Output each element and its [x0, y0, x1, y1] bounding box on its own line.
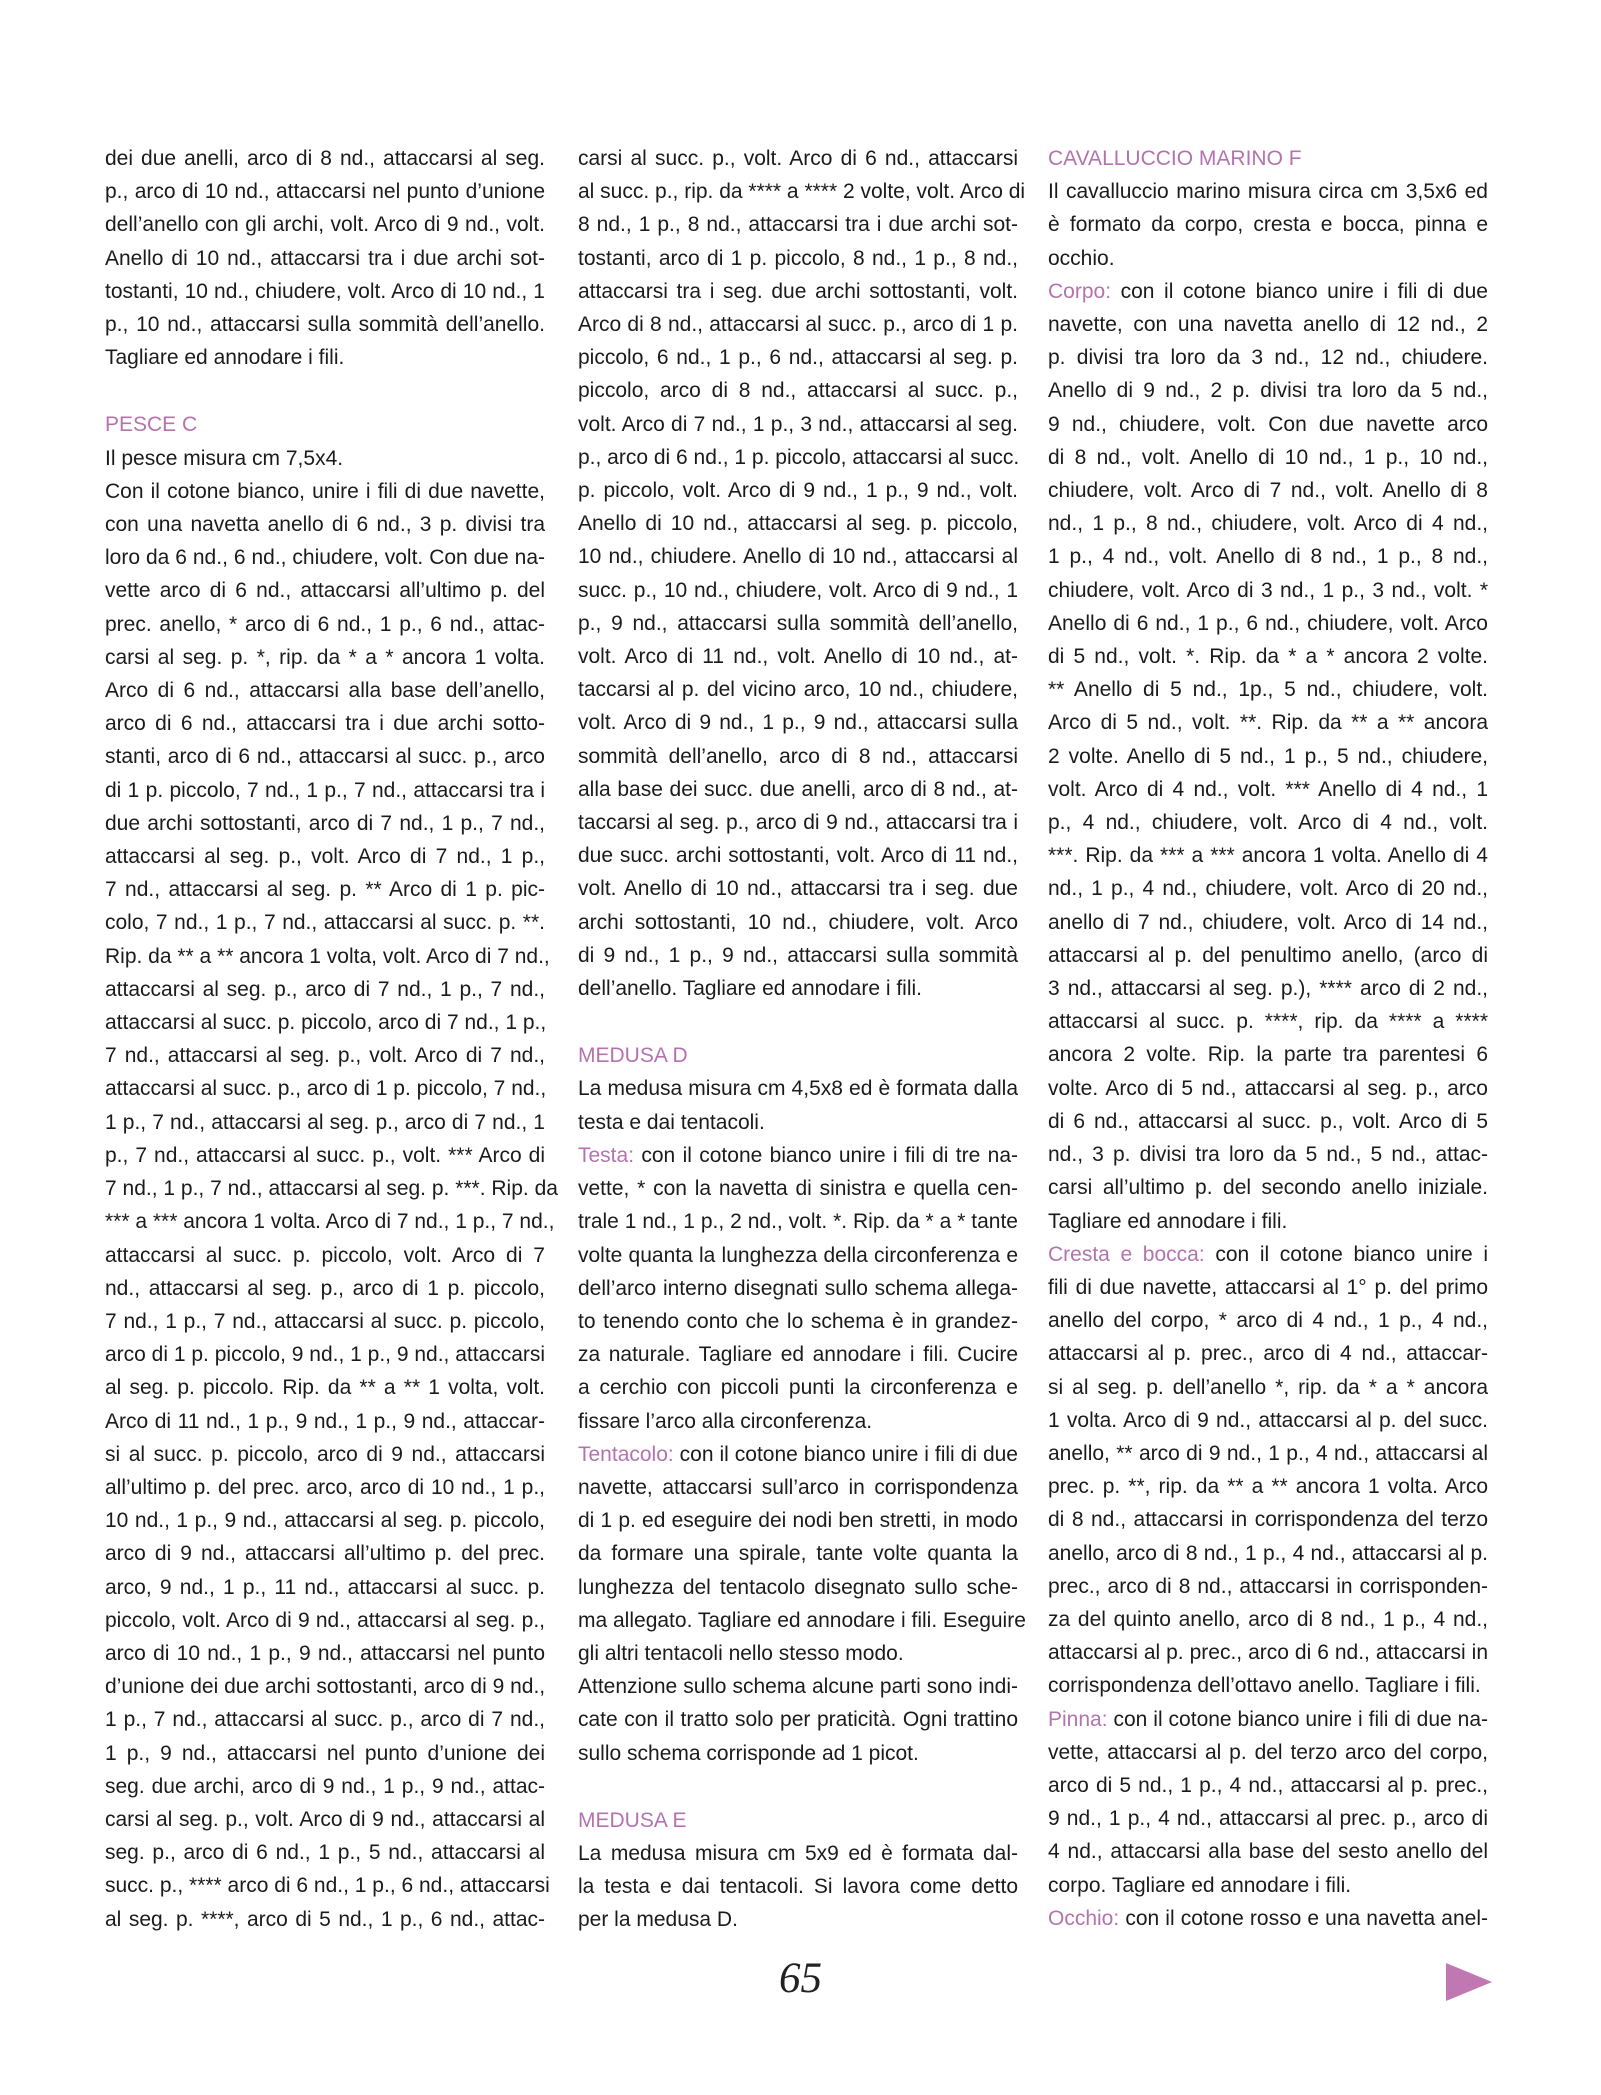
- text-line: volt. Arco di 11 nd., volt. Anello di 10 nd., at-: [578, 645, 1018, 669]
- text-line: attaccarsi al p. prec., arco di 4 nd., attaccar-: [1048, 1342, 1488, 1366]
- text-line: Attenzione sullo schema alcune parti sono indi-: [578, 1675, 1018, 1699]
- text-line: 7 nd., attaccarsi al seg. p., volt. Arco di 7 nd.,: [105, 1044, 545, 1068]
- text-line: di 8 nd., attaccarsi in corrispondenza del terzo: [1048, 1508, 1488, 1532]
- paragraph: [578, 1670, 1018, 1770]
- text-line: Corpo: con il cotone bianco unire i fili di due: [1048, 279, 1488, 303]
- section-heading: CAVALLUCCIO MARINO F: [1048, 147, 1302, 170]
- text-line: arco, 9 nd., 1 p., 11 nd., attaccarsi al succ. p.: [105, 1575, 545, 1599]
- text-line: testa e dai tentacoli.: [578, 1110, 765, 1134]
- text-line: si al succ. p. piccolo, arco di 9 nd., attaccarsi: [105, 1442, 545, 1466]
- text-line: nd., 3 p. divisi tra loro da 5 nd., 5 nd., attac-: [1048, 1143, 1488, 1167]
- text-line: volte quanta la lunghezza della circonferenza e: [578, 1243, 1018, 1267]
- text-line: si al seg. p. dell’anello *, rip. da * a * ancora: [1048, 1375, 1488, 1399]
- text-line: navette, attaccarsi sull’arco in corrispondenza: [578, 1475, 1018, 1499]
- text-line: trale 1 nd., 1 p., 2 nd., volt. *. Rip. da * a * tante: [578, 1210, 1018, 1234]
- text-line: colo, 7 nd., 1 p., 7 nd., attaccarsi al succ. p. **.: [105, 911, 545, 935]
- text-line: due succ. archi sottostanti, volt. Arco di 11 nd.,: [578, 844, 1018, 868]
- text-line: Con il cotone bianco, unire i fili di due navette,: [105, 479, 545, 503]
- text-line: attaccarsi al succ. p., arco di 1 p. piccolo, 7 nd.,: [105, 1077, 547, 1101]
- paragraph: [578, 1837, 1018, 1937]
- text-line: carsi al seg. p. *, rip. da * a * ancora 1 volta.: [105, 645, 545, 669]
- text-line: con una navetta anello di 6 nd., 3 p. divisi tra: [105, 513, 545, 537]
- text-line: nd., attaccarsi al seg. p., arco di 1 p. piccolo,: [105, 1276, 545, 1300]
- text-line: p., arco di 10 nd., attaccarsi nel punto d’unione: [105, 180, 545, 204]
- text-line: archi sottostanti, 10 nd., chiudere, volt. Arco: [578, 910, 1018, 934]
- section-heading: MEDUSA E: [578, 1808, 687, 1832]
- text-line: alla base dei succ. due anelli, arco di 8 nd., at-: [578, 777, 1018, 801]
- text-line: dei due anelli, arco di 8 nd., attaccarsi al seg.: [105, 147, 545, 170]
- text-line: chiudere, volt. Arco di 7 nd., volt. Anello di 8: [1048, 479, 1488, 503]
- text-line: p. divisi tra loro da 3 nd., 12 nd., chiudere.: [1048, 346, 1488, 370]
- text-line: ** Anello di 5 nd., 1p., 5 nd., chiudere, volt.: [1048, 678, 1488, 702]
- text-line: loro da 6 nd., 6 nd., chiudere, volt. Con due na-: [105, 546, 545, 570]
- text-line: Arco di 5 nd., volt. **. Rip. da ** a ** ancora: [1048, 711, 1488, 735]
- text-line: Testa: con il cotone bianco unire i fili di tre na-: [578, 1143, 1018, 1167]
- paragraph: [1048, 275, 1488, 1238]
- paragraph: [578, 142, 1026, 1005]
- text-line: Anello di 10 nd., attaccarsi tra i due archi sot-: [105, 246, 545, 270]
- text-column-1: [105, 142, 558, 1936]
- text-line: seg. due archi, arco di 9 nd., 1 p., 9 nd., attac-: [105, 1774, 545, 1798]
- text-line: 1 volta. Arco di 9 nd., attaccarsi al p. del succ.: [1048, 1408, 1488, 1432]
- text-line: arco di 6 nd., attaccarsi tra i due archi sotto-: [105, 712, 545, 736]
- section-heading: PESCE C: [105, 413, 198, 437]
- text-line: 3 nd., attaccarsi al seg. p.), **** arco di 2 nd.,: [1048, 977, 1488, 1001]
- text-line: 10 nd., chiudere. Anello di 10 nd., attaccarsi al: [578, 545, 1018, 569]
- text-line: carsi al succ. p., volt. Arco di 6 nd., attaccarsi: [578, 147, 1018, 170]
- text-line: 9 nd., 1 p., 4 nd., attaccarsi al prec. p., arco di: [1048, 1807, 1488, 1831]
- text-line: vette, * con la navetta di sinistra e quella cen-: [578, 1177, 1018, 1201]
- text-line: attaccarsi al p. prec., arco di 6 nd., attaccarsi in: [1048, 1641, 1488, 1665]
- paragraph-label: Occhio:: [1048, 1906, 1120, 1930]
- text-line: lunghezza del tentacolo disegnato sullo sche-: [578, 1575, 1018, 1599]
- text-line: 9 nd., chiudere, volt. Con due navette arco: [1048, 412, 1488, 436]
- text-line: cate con il tratto solo per praticità. Ogni trattino: [578, 1708, 1018, 1732]
- text-line: navette, con una navetta anello di 12 nd., 2: [1048, 313, 1488, 337]
- text-line: Anello di 10 nd., attaccarsi al seg. p. piccolo,: [578, 512, 1018, 536]
- text-line: anello, arco di 8 nd., 1 p., 4 nd., attaccarsi al p.: [1048, 1541, 1488, 1565]
- paragraph-label: Corpo:: [1048, 279, 1112, 303]
- text-line: Anello di 6 nd., 1 p., 6 nd., chiudere, volt. Arco: [1048, 611, 1488, 635]
- text-line: Tagliare ed annodare i fili.: [105, 346, 345, 370]
- text-line: sommità dell’anello, arco di 8 nd., attaccarsi: [578, 744, 1018, 768]
- text-line: piccolo, arco di 8 nd., attaccarsi al succ. p.,: [578, 379, 1018, 403]
- text-line: carsi al seg. p., volt. Arco di 9 nd., attaccarsi al: [105, 1807, 545, 1831]
- text-line: volt. Arco di 4 nd., volt. *** Anello di 4 nd., 1: [1048, 777, 1488, 801]
- text-line: p. piccolo, volt. Arco di 9 nd., 1 p., 9 nd., volt.: [578, 479, 1018, 503]
- paragraph: [105, 442, 545, 475]
- text-line: per la medusa D.: [578, 1908, 738, 1932]
- text-line: fili di due navette, attaccarsi al 1° p. del primo: [1048, 1275, 1488, 1299]
- paragraph: [105, 142, 545, 374]
- text-column-2: [578, 142, 1026, 1937]
- paragraph: [1048, 1703, 1488, 1902]
- text-line: nd., 1 p., 8 nd., chiudere, volt. Arco di 4 nd.,: [1048, 512, 1488, 536]
- paragraph: [1048, 1902, 1488, 1935]
- text-line: 7 nd., attaccarsi al seg. p. ** Arco di 1 p. pic-: [105, 878, 545, 902]
- text-line: tostanti, arco di 1 p. piccolo, 8 nd., 1 p., 8 nd.,: [578, 246, 1018, 270]
- text-line: 4 nd., attaccarsi alla base del sesto anello del: [1048, 1840, 1488, 1864]
- paragraph-label: Tentacolo:: [578, 1442, 674, 1466]
- text-line: arco di 5 nd., 1 p., 4 nd., attaccarsi al p. prec.,: [1048, 1773, 1488, 1797]
- text-line: Il pesce misura cm 7,5x4.: [105, 446, 344, 470]
- text-line: volte. Arco di 5 nd., attaccarsi al seg. p., arco: [1048, 1076, 1488, 1100]
- text-line: 1 p., 9 nd., attaccarsi nel punto d’unione dei: [105, 1741, 545, 1765]
- text-line: p., 7 nd., attaccarsi al succ. p., volt. *** Arco di: [105, 1143, 545, 1167]
- text-line: La medusa misura cm 5x9 ed è formata dal-: [578, 1841, 1018, 1865]
- paragraph-label: Pinna:: [1048, 1707, 1108, 1731]
- paragraph-label: Cresta e bocca:: [1048, 1242, 1205, 1266]
- text-line: anello del corpo, * arco di 4 nd., 1 p., 4 nd.,: [1048, 1309, 1488, 1333]
- text-line: attaccarsi al succ. p. piccolo, arco di 7 nd., 1 p.,: [105, 1011, 547, 1035]
- text-line: 7 nd., 1 p., 7 nd., attaccarsi al seg. p. ***. Rip. da: [105, 1177, 558, 1201]
- text-line: 1 p., 4 nd., volt. Anello di 8 nd., 1 p., 8 nd.,: [1048, 545, 1488, 569]
- text-line: di 8 nd., volt. Anello di 10 nd., 1 p., 10 nd.,: [1048, 445, 1488, 469]
- text-line: di 5 nd., volt. *. Rip. da * a * ancora 2 volte.: [1048, 645, 1488, 669]
- text-line: di 1 p. piccolo, 7 nd., 1 p., 7 nd., attaccarsi tra i: [105, 778, 545, 802]
- text-line: *** a *** ancora 1 volta. Arco di 7 nd., 1 p., 7 nd.,: [105, 1210, 555, 1234]
- text-line: Anello di 9 nd., 2 p. divisi tra loro da 5 nd.,: [1048, 379, 1488, 403]
- text-line: gli altri tentacoli nello stesso modo.: [578, 1641, 904, 1665]
- text-line: al seg. p. ****, arco di 5 nd., 1 p., 6 nd., attac-: [105, 1907, 545, 1931]
- text-line: dell’arco interno disegnati sullo schema allega-: [578, 1276, 1018, 1300]
- text-line: ***. Rip. da *** a *** ancora 1 volta. Anello di 4: [1048, 844, 1488, 868]
- paragraph: [578, 1072, 1018, 1138]
- text-line: carsi all’ultimo p. del secondo anello iniziale.: [1048, 1176, 1488, 1200]
- text-line: dell’anello con gli archi, volt. Arco di 9 nd., volt.: [105, 213, 545, 237]
- text-line: seg. p., arco di 6 nd., 1 p., 5 nd., attaccarsi al: [105, 1841, 545, 1865]
- text-line: Pinna: con il cotone bianco unire i fili di due na-: [1048, 1707, 1488, 1731]
- text-line: Arco di 11 nd., 1 p., 9 nd., 1 p., 9 nd., attaccar-: [105, 1409, 545, 1433]
- text-line: di 6 nd., attaccarsi al succ. p., volt. Arco di 5: [1048, 1109, 1488, 1133]
- text-line: Arco di 8 nd., attaccarsi al succ. p., arco di 1 p.: [578, 313, 1018, 337]
- text-line: vette arco di 6 nd., attaccarsi all’ultimo p. del: [105, 579, 545, 603]
- text-line: ancora 2 volte. Rip. la parte tra parentesi 6: [1048, 1043, 1488, 1067]
- text-line: nd., 1 p., 4 nd., chiudere, volt. Arco di 20 nd.,: [1048, 877, 1488, 901]
- text-line: to tenendo conto che lo schema è in grandez-: [578, 1309, 1018, 1333]
- text-line: anello di 7 nd., chiudere, volt. Arco di 14 nd.,: [1048, 910, 1488, 934]
- text-line: La medusa misura cm 4,5x8 ed è formata dalla: [578, 1077, 1018, 1101]
- text-line: di 1 p. ed eseguire dei nodi ben stretti, in modo: [578, 1509, 1018, 1533]
- paragraph: [1048, 1238, 1488, 1703]
- text-line: taccarsi al seg. p., arco di 9 nd., attaccarsi tra i: [578, 811, 1018, 835]
- paragraph: [578, 1438, 1026, 1670]
- text-line: Cresta e bocca: con il cotone bianco unire i: [1048, 1242, 1488, 1266]
- text-line: p., 9 nd., attaccarsi sulla sommità dell’anello,: [578, 611, 1018, 635]
- text-line: sullo schema corrisponde ad 1 picot.: [578, 1741, 919, 1765]
- text-line: 8 nd., 1 p., 8 nd., attaccarsi tra i due archi sot-: [578, 213, 1018, 237]
- text-line: prec., arco di 8 nd., attaccarsi in corrisponden-: [1048, 1574, 1488, 1598]
- text-line: fissare l’arco alla circonferenza.: [578, 1409, 873, 1433]
- text-line: dell’anello. Tagliare ed annodare i fili.: [578, 977, 923, 1001]
- text-line: al succ. p., rip. da **** a **** 2 volte, volt. Arco di: [578, 180, 1026, 204]
- text-line: Occhio: con il cotone rosso e una navetta anel-: [1048, 1906, 1488, 1930]
- text-line: attaccarsi tra i seg. due archi sottostanti, volt.: [578, 279, 1018, 303]
- text-line: ma allegato. Tagliare ed annodare i fili. Eseguire: [578, 1608, 1026, 1632]
- text-line: d’unione dei due archi sottostanti, arco di 9 nd.,: [105, 1675, 546, 1699]
- text-line: succ. p., 10 nd., chiudere, volt. Arco di 9 nd., 1: [578, 578, 1018, 602]
- text-line: Rip. da ** a ** ancora 1 volta, volt. Arco di 7 nd.,: [105, 944, 550, 968]
- text-line: tostanti, 10 nd., chiudere, volt. Arco di 10 nd., 1: [105, 279, 545, 303]
- text-line: da formare una spirale, tante volte quanta la: [578, 1542, 1018, 1566]
- text-line: 7 nd., 1 p., 7 nd., attaccarsi al succ. p. piccolo,: [105, 1309, 545, 1333]
- text-line: arco di 10 nd., 1 p., 9 nd., attaccarsi nel punto: [105, 1641, 545, 1665]
- text-line: 1 p., 7 nd., attaccarsi al seg. p., arco di 7 nd., 1: [105, 1110, 545, 1134]
- text-line: anello, ** arco di 9 nd., 1 p., 4 nd., attaccarsi al: [1048, 1441, 1488, 1465]
- text-line: 1 p., 7 nd., attaccarsi al succ. p., arco di 7 nd.,: [105, 1708, 545, 1732]
- text-line: volt. Anello di 10 nd., attaccarsi tra i seg. due: [578, 877, 1018, 901]
- text-line: la testa e dai tentacoli. Si lavora come detto: [578, 1875, 1018, 1899]
- text-line: volt. Arco di 9 nd., 1 p., 9 nd., attaccarsi sulla: [578, 711, 1018, 735]
- text-line: arco di 1 p. piccolo, 9 nd., 1 p., 9 nd., attaccarsi: [105, 1343, 546, 1367]
- text-line: corrispondenza dell’ottavo anello. Tagliare i fili.: [1048, 1674, 1481, 1698]
- text-line: p., 4 nd., chiudere, volt. Arco di 4 nd., volt.: [1048, 811, 1488, 835]
- text-line: attaccarsi al succ. p. ****, rip. da **** a ****: [1048, 1010, 1488, 1034]
- text-line: Il cavalluccio marino misura circa cm 3,5x6 ed: [1048, 180, 1488, 204]
- text-line: di 9 nd., 1 p., 9 nd., attaccarsi sulla sommità: [578, 943, 1018, 967]
- text-line: arco di 9 nd., attaccarsi all’ultimo p. del prec.: [105, 1542, 545, 1566]
- text-line: è formato da corpo, cresta e bocca, pinna e: [1048, 213, 1488, 237]
- text-line: taccarsi al p. del vicino arco, 10 nd., chiudere,: [578, 678, 1018, 702]
- text-line: attaccarsi al p. del penultimo anello, (arco di: [1048, 943, 1488, 967]
- text-line: Tagliare ed annodare i fili.: [1048, 1209, 1288, 1233]
- text-line: a cerchio con piccoli punti la circonferenza e: [578, 1376, 1018, 1400]
- text-line: p., arco di 6 nd., 1 p. piccolo, attaccarsi al succ.: [578, 445, 1020, 469]
- text-line: chiudere, volt. Arco di 3 nd., 1 p., 3 nd., volt. *: [1048, 578, 1488, 602]
- text-line: za naturale. Tagliare ed annodare i fili. Cucire: [578, 1343, 1018, 1367]
- text-line: p., 10 nd., attaccarsi sulla sommità dell’anello.: [105, 313, 545, 337]
- text-line: prec. anello, * arco di 6 nd., 1 p., 6 nd., attac-: [105, 612, 545, 636]
- paragraph: [578, 1139, 1018, 1438]
- right-triangle-shape: [1446, 1963, 1492, 2001]
- text-line: za del quinto anello, arco di 8 nd., 1 p., 4 nd.,: [1048, 1607, 1488, 1631]
- text-line: piccolo, 6 nd., 1 p., 6 nd., attaccarsi al seg. p.: [578, 346, 1018, 370]
- text-line: attaccarsi al seg. p., volt. Arco di 7 nd., 1 p.,: [105, 845, 545, 869]
- paragraph: [1048, 175, 1488, 275]
- page-number: 65: [779, 1955, 822, 2002]
- text-line: al seg. p. piccolo. Rip. da ** a ** 1 volta, volt.: [105, 1376, 545, 1400]
- text-line: attaccarsi al succ. p. piccolo, volt. Arco di 7: [105, 1243, 545, 1267]
- paragraph-label: Testa:: [578, 1143, 635, 1167]
- text-line: occhio.: [1048, 246, 1115, 270]
- text-line: prec. p. **, rip. da ** a ** ancora 1 volta. Arco: [1048, 1475, 1488, 1499]
- section-heading: MEDUSA D: [578, 1044, 688, 1068]
- text-line: attaccarsi al seg. p., arco di 7 nd., 1 p., 7 nd.,: [105, 977, 545, 1001]
- text-line: vette, attaccarsi al p. del terzo arco del corpo,: [1048, 1740, 1488, 1764]
- paragraph: [105, 475, 558, 1936]
- text-line: corpo. Tagliare ed annodare i fili.: [1048, 1873, 1352, 1897]
- text-line: Tentacolo: con il cotone bianco unire i fili di due: [578, 1442, 1018, 1466]
- text-line: 2 volte. Anello di 5 nd., 1 p., 5 nd., chiudere,: [1048, 744, 1488, 768]
- text-line: due archi sottostanti, arco di 7 nd., 1 p., 7 nd.,: [105, 811, 545, 835]
- text-line: all’ultimo p. del prec. arco, arco di 10 nd., 1 p.,: [105, 1475, 545, 1499]
- text-line: 10 nd., 1 p., 9 nd., attaccarsi al seg. p. piccolo,: [105, 1509, 545, 1533]
- text-line: piccolo, volt. Arco di 9 nd., attaccarsi al seg. p.,: [105, 1608, 545, 1632]
- text-column-3: [1048, 142, 1488, 1935]
- text-line: succ. p., **** arco di 6 nd., 1 p., 6 nd., attaccarsi: [105, 1874, 550, 1898]
- text-line: volt. Arco di 7 nd., 1 p., 3 nd., attaccarsi al seg.: [578, 412, 1018, 436]
- text-line: stanti, arco di 6 nd., attaccarsi al succ. p., arco: [105, 745, 545, 769]
- next-page-arrow-icon: [1446, 1963, 1492, 2001]
- text-line: Arco di 6 nd., attaccarsi alla base dell’anello,: [105, 679, 545, 703]
